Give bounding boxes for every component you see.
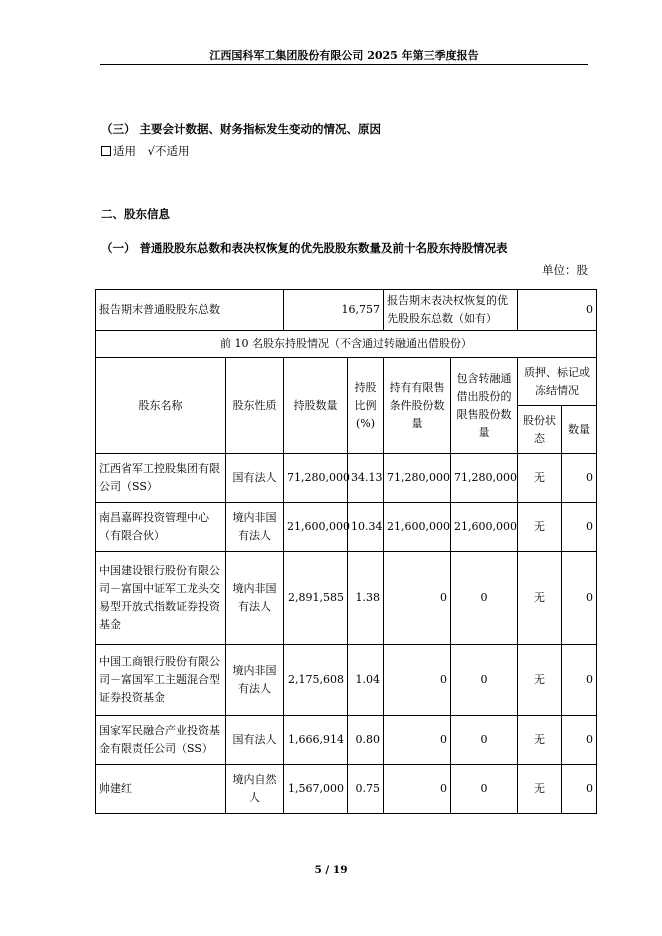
holder-name: 南昌嘉晖投资管理中心（有限合伙） [96, 503, 226, 552]
table-row [96, 503, 597, 552]
holder-restricted: 0 [384, 552, 451, 645]
holder-restricted: 71,280,000 [384, 454, 451, 503]
table-row [96, 716, 597, 765]
holder-restricted-incl: 71,280,000 [451, 454, 518, 503]
page-header-title: 江西国科军工集团股份有限公司 2025 年第三季度报告 [209, 49, 479, 62]
col-pledge-status-header: 股份状态 [518, 406, 562, 454]
holder-pledge-status: 无 [518, 716, 562, 765]
holder-restricted: 0 [384, 765, 451, 814]
holder-pledge-qty: 0 [562, 552, 597, 645]
holder-ratio: 0.80 [348, 716, 384, 765]
holder-shares: 21,600,000 [284, 503, 348, 552]
holder-pledge-status: 无 [518, 765, 562, 814]
option-not-applicable: √不适用 [147, 144, 190, 158]
caption-row [96, 331, 597, 358]
preferred-holders-value: 0 [518, 290, 597, 331]
holder-restricted-incl: 0 [451, 716, 518, 765]
col-ratio-header: 持股比例(%) [348, 358, 384, 454]
total-holders-label: 报告期末普通股股东总数 [96, 290, 284, 331]
holder-ratio: 1.04 [348, 645, 384, 716]
summary-row [96, 290, 597, 331]
header-divider [100, 64, 588, 65]
subsection-1-heading: （一） 普通股股东总数和表决权恢复的优先股股东数量及前十名股东持股情况表 [101, 241, 508, 255]
holder-nature: 境内非国有法人 [226, 552, 284, 645]
holder-ratio: 1.38 [348, 552, 384, 645]
holder-shares: 71,280,000 [284, 454, 348, 503]
holder-pledge-qty: 0 [562, 645, 597, 716]
col-restricted-header: 持有有限售条件股份数量 [384, 358, 451, 454]
holder-restricted-incl: 0 [451, 552, 518, 645]
col-restricted-incl-header: 包含转融通借出股份的限售股份数量 [451, 358, 518, 454]
holder-restricted: 21,600,000 [384, 503, 451, 552]
holder-name: 中国建设银行股份有限公司－富国中证军工龙头交易型开放式指数证券投资基金 [96, 552, 226, 645]
holder-pledge-status: 无 [518, 645, 562, 716]
holder-pledge-status: 无 [518, 454, 562, 503]
holder-nature: 国有法人 [226, 716, 284, 765]
holder-name: 江西省军工控股集团有限公司（SS） [96, 454, 226, 503]
holder-name: 国家军民融合产业投资基金有限责任公司（SS） [96, 716, 226, 765]
holder-ratio: 10.34 [348, 503, 384, 552]
col-shares-header: 持股数量 [284, 358, 348, 454]
holder-pledge-qty: 0 [562, 503, 597, 552]
table-row [96, 645, 597, 716]
holder-restricted-incl: 0 [451, 765, 518, 814]
shareholder-table [95, 289, 597, 814]
holder-nature: 境内非国有法人 [226, 503, 284, 552]
holder-shares: 1,567,000 [284, 765, 348, 814]
holder-restricted-incl: 0 [451, 645, 518, 716]
table-row [96, 454, 597, 503]
holder-pledge-status: 无 [518, 552, 562, 645]
table-row [96, 552, 597, 645]
table-row [96, 765, 597, 814]
holder-nature: 境内非国有法人 [226, 645, 284, 716]
total-holders-value: 16,757 [284, 290, 384, 331]
preferred-holders-label: 报告期末表决权恢复的优先股股东总数（如有） [384, 290, 518, 331]
page-number: 5 / 19 [314, 864, 348, 876]
section-3-heading: （三） 主要会计数据、财务指标发生变动的情况、原因 [101, 122, 382, 136]
holder-nature: 境内自然人 [226, 765, 284, 814]
holder-restricted-incl: 21,600,000 [451, 503, 518, 552]
top10-caption: 前 10 名股东持股情况（不含通过转融通出借股份） [96, 331, 597, 358]
holder-pledge-qty: 0 [562, 716, 597, 765]
holder-name: 帅建红 [96, 765, 226, 814]
holder-restricted: 0 [384, 645, 451, 716]
holder-shares: 2,891,585 [284, 552, 348, 645]
option-applicable: 适用 [113, 144, 136, 158]
column-header-row [96, 358, 597, 406]
holder-restricted: 0 [384, 716, 451, 765]
col-pledge-qty-header: 数量 [562, 406, 597, 454]
holder-pledge-qty: 0 [562, 765, 597, 814]
col-name-header: 股东名称 [96, 358, 226, 454]
holder-name: 中国工商银行股份有限公司－富国军工主题混合型证券投资基金 [96, 645, 226, 716]
holder-ratio: 34.13 [348, 454, 384, 503]
holder-pledge-qty: 0 [562, 454, 597, 503]
holder-shares: 1,666,914 [284, 716, 348, 765]
holder-shares: 2,175,608 [284, 645, 348, 716]
applicability-options [101, 143, 189, 159]
section-2-heading: 二、股东信息 [101, 207, 170, 221]
unit-label: 单位：股 [542, 263, 588, 277]
holder-pledge-status: 无 [518, 503, 562, 552]
holder-ratio: 0.75 [348, 765, 384, 814]
unchecked-box-icon [101, 146, 111, 156]
holder-nature: 国有法人 [226, 454, 284, 503]
col-nature-header: 股东性质 [226, 358, 284, 454]
col-pledge-header: 质押、标记或冻结情况 [518, 358, 597, 406]
